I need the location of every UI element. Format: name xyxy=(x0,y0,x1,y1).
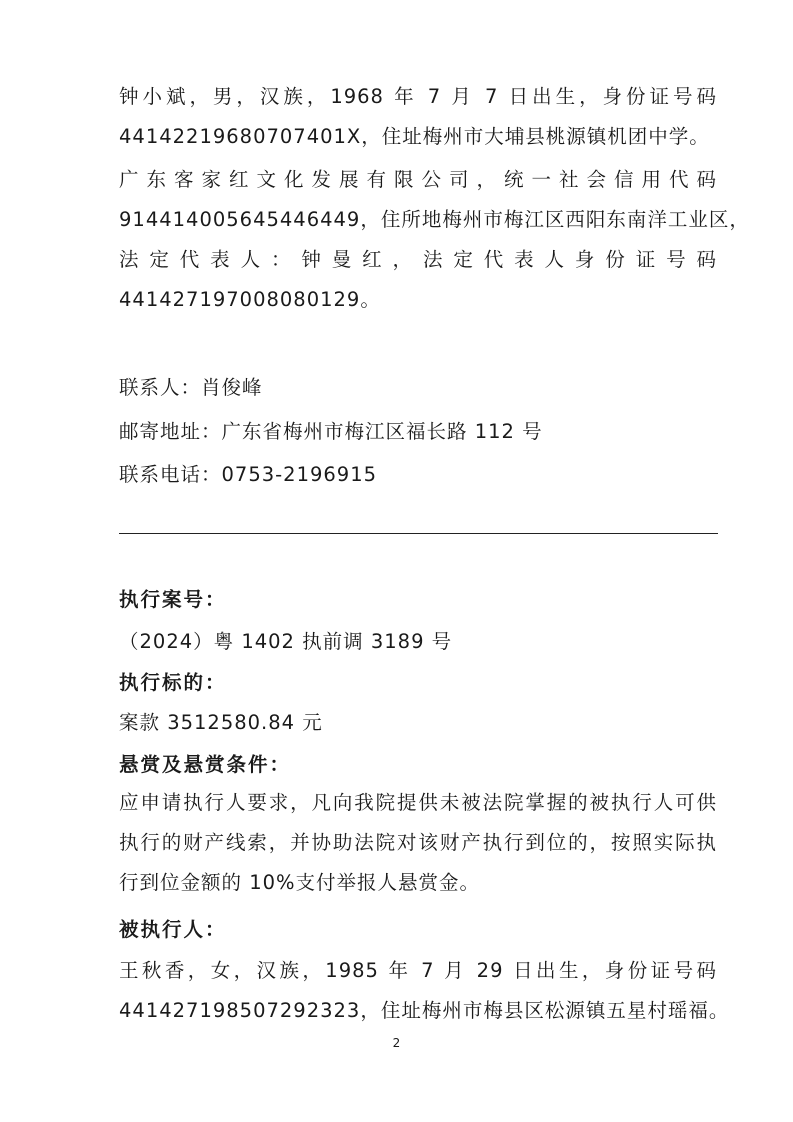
executee-heading: 被执行人： xyxy=(119,918,227,941)
party-2-paragraph xyxy=(119,160,750,320)
party-2-line: 914414005645446449，住所地梅州市梅江区西阳东南洋工业区， xyxy=(119,208,750,231)
reward-line: 行到位金额的 10%支付举报人悬赏金。 xyxy=(119,871,481,894)
party-1-line: 钟小斌，男，汉族，1968 年 7 月 7 日出生，身份证号码 xyxy=(119,85,717,108)
party-2-line: 441427197008080129。 xyxy=(119,288,381,311)
case-number-heading: 执行案号： xyxy=(119,588,227,611)
contact-phone: 联系电话：0753-2196915 xyxy=(119,463,378,486)
reward-line: 执行的财产线索，并协助法院对该财产执行到位的，按照实际执 xyxy=(119,831,717,854)
party-2-line: 法定代表人：钟曼红，法定代表人身份证号码 xyxy=(119,248,717,271)
page-number: 2 xyxy=(392,1036,401,1050)
section-divider xyxy=(119,533,718,534)
executee-paragraph xyxy=(119,951,730,1031)
subject-heading: 执行标的： xyxy=(119,671,227,694)
reward-line: 应申请执行人要求，凡向我院提供未被法院掌握的被执行人可供 xyxy=(119,791,717,814)
party-2-line: 广东客家红文化发展有限公司，统一社会信用代码 xyxy=(119,168,717,191)
executee-line: 441427198507292323，住址梅州市梅县区松源镇五星村瑶福。 xyxy=(119,999,730,1022)
reward-paragraph xyxy=(119,783,717,903)
contact-person: 联系人：肖俊峰 xyxy=(119,376,263,399)
party-1-paragraph xyxy=(119,77,717,157)
party-1-line: 44142219680707401X，住址梅州市大埔县桃源镇机团中学。 xyxy=(119,125,710,148)
executee-line: 王秋香，女，汉族，1985 年 7 月 29 日出生，身份证号码 xyxy=(119,959,717,982)
case-number-value: （2024）粤 1402 执前调 3189 号 xyxy=(119,630,453,653)
reward-heading: 悬赏及悬赏条件： xyxy=(119,753,292,776)
contact-address: 邮寄地址：广东省梅州市梅江区福长路 112 号 xyxy=(119,420,543,443)
subject-value: 案款 3512580.84 元 xyxy=(119,711,323,734)
